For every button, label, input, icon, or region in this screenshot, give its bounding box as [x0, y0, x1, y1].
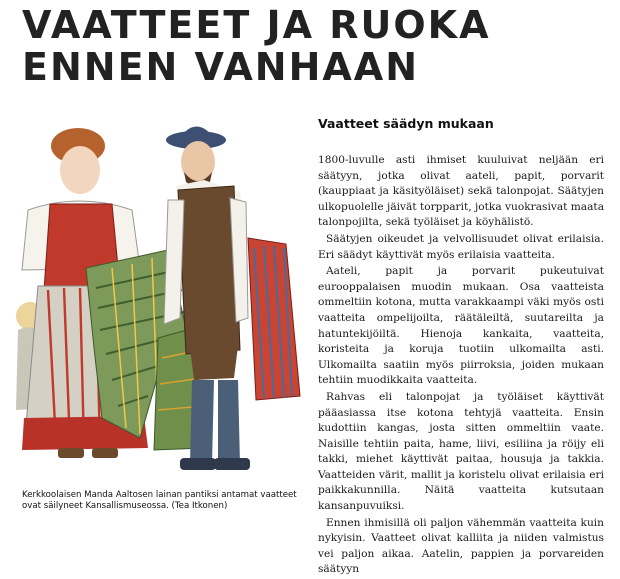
article-paragraph: Aateli, papit ja porvarit pukeutuivat eurooppalaisen muodin mukaan. Osa vaatteista ommeltiin kotona, mutta varakkaampi väki myös osti vaatteita ompelijoilta, räätäleiltä, suutareilta ja hatuntekijöiltä. Hienoja kankaita, vaatteita, koristeita ja koruja tuotiin ulkomailta asti. Ulkomailta saatiin myös piirroksia, joiden mukaan tehtiin muodikkaita vaatteita.: [318, 265, 604, 387]
striped-skirt: [248, 238, 300, 400]
costume-illustration: [8, 118, 304, 490]
illustration-caption: Kerkkoolaisen Manda Aaltosen lainan pantiksi antamat vaatteet ovat säilyneet Kansallismuseossa. (Tea Itkonen): [22, 490, 297, 511]
article-heading: Vaatteet säädyn mukaan: [318, 116, 494, 131]
article-paragraph: Ennen ihmisillä oli paljon vähemmän vaatteita kuin nykyisin. Vaatteet olivat kalliita ja niiden valmistus vei paljon aikaa. Aatelin, pappien ja porvareiden säätyyn: [318, 516, 604, 576]
article-paragraph: Säätyjen oikeudet ja velvollisuudet olivat erilaisia. Eri säädyt käyttivät myös erilaisia vaatteita.: [318, 232, 604, 261]
title-line-1: VAATTEET JA RUOKA: [22, 3, 491, 47]
title-line-2: ENNEN VANHAAN: [22, 45, 420, 89]
article-paragraph: 1800-luvulle asti ihmiset kuuluivat neljään eri säätyyn, jotka olivat aateli, papit, porvarit (kauppiaat ja käsityöläiset) sekä talonpojat. Säätyjen ulkopuolelle jäivät torpparit, jotka vuokrasivat maata talonpojilta, sekä työläiset ja köyhälistö.: [318, 154, 605, 229]
article: [318, 116, 604, 579]
article-paragraph: Rahvas eli talonpojat ja työläiset käyttivät pääasiassa itse kotona tehtyjä vaatteita. Ensin kudottiin kangas, josta sitten ommeltiin vaate. Naisille tehtiin paita, hame, liivi, esiliina ja röijy eli takki, miehet käyttivät paitaa, housuja ja takkia. Vaatteiden värit, mallit ja koristelu olivat erilaisia eri paikkakunnilla. Näitä vaatteita kutsutaan kansanpuvuiksi.: [318, 390, 604, 513]
page-title: [22, 4, 491, 88]
